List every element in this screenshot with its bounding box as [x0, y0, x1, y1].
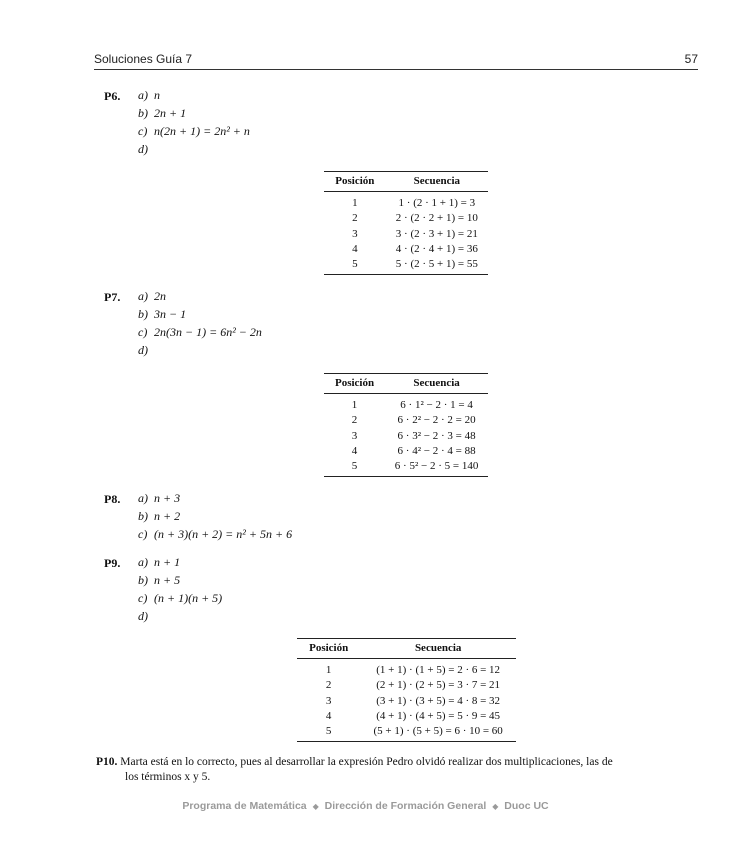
footer-institution: Duoc UC: [504, 800, 549, 812]
list-item: c) n(2n + 1) = 2n² + n: [138, 124, 250, 138]
table-row: 4 6 · 4² − 2 · 4 = 88: [351, 445, 476, 458]
table-row: 5 (5 + 1) · (5 + 5) = 6 · 10 = 60: [325, 725, 503, 738]
problem-label: P9.: [104, 556, 121, 570]
footer-direction: Dirección de Formación General: [324, 800, 487, 812]
list-item: d): [138, 343, 148, 357]
p10-text-line1: Marta está en lo correcto, pues al desarrollar la expresión Pedro olvidó realizar dos multiplicaciones, las de: [120, 756, 613, 768]
table-header: Posición: [324, 172, 386, 192]
table-header: Posición: [297, 639, 360, 659]
problem-label: P8.: [104, 492, 121, 506]
list-item: b) 2n + 1: [138, 106, 187, 120]
table-row: 4 4 · (2 · 4 + 1) = 36: [352, 243, 478, 256]
table-row: 5 6 · 5² − 2 · 5 = 140: [351, 460, 479, 473]
problem-label: P6.: [104, 89, 121, 103]
table-row: 4 (4 + 1) · (4 + 5) = 5 · 9 = 45: [325, 710, 501, 723]
page-number: 57: [684, 52, 698, 66]
table-row: 5 5 · (2 · 5 + 1) = 55: [352, 258, 478, 271]
p10-text-line2: los términos x y 5.: [125, 771, 211, 783]
list-item: d): [138, 142, 148, 156]
problem-p10: [96, 755, 672, 785]
list-item: c) (n + 3)(n + 2) = n² + 5n + 6: [138, 527, 293, 541]
table-row: 2 (2 + 1) · (2 + 5) = 3 · 7 = 21: [325, 679, 501, 692]
list-item: a) n + 3: [138, 491, 181, 505]
table-header: Posición: [324, 374, 385, 394]
table-row: 1 (1 + 1) · (1 + 5) = 2 · 6 = 12: [325, 664, 501, 677]
problem-label: P7.: [104, 290, 121, 304]
list-item: b) n + 2: [138, 509, 181, 523]
table-header: Secuencia: [386, 172, 488, 192]
list-item: b) n + 5: [138, 573, 181, 587]
table-header: Secuencia: [360, 639, 516, 659]
diamond-icon: ◆: [492, 802, 499, 811]
list-item: a) n: [138, 88, 160, 102]
table-row: 1 6 · 1² − 2 · 1 = 4: [351, 399, 473, 412]
list-item: a) 2n: [138, 289, 166, 303]
table-row: 1 1 · (2 · 1 + 1) = 3: [352, 197, 476, 210]
page-footer: [0, 800, 731, 812]
sequence-table-p9: [297, 638, 516, 742]
problem-label: P10.: [96, 756, 118, 768]
diamond-icon: ◆: [312, 802, 319, 811]
table-row: 3 3 · (2 · 3 + 1) = 21: [352, 227, 478, 240]
list-item: d): [138, 609, 148, 623]
table-row: 3 6 · 3² − 2 · 3 = 48: [351, 429, 476, 442]
header-title: Soluciones Guía 7: [94, 52, 193, 66]
table-row: 3 (3 + 1) · (3 + 5) = 4 · 8 = 32: [325, 694, 501, 707]
list-item: b) 3n − 1: [138, 307, 187, 321]
sequence-table-p6: [324, 171, 488, 275]
sequence-table-p7: [324, 373, 488, 477]
list-item: a) n + 1: [138, 555, 181, 569]
list-item: c) (n + 1)(n + 5): [138, 591, 223, 605]
footer-program: Programa de Matemática: [182, 800, 307, 812]
table-header: Secuencia: [385, 374, 488, 394]
list-item: c) 2n(3n − 1) = 6n² − 2n: [138, 325, 262, 339]
table-row: 2 6 · 2² − 2 · 2 = 20: [351, 414, 476, 427]
table-row: 2 2 · (2 · 2 + 1) = 10: [352, 212, 478, 225]
page-header: [94, 52, 698, 70]
